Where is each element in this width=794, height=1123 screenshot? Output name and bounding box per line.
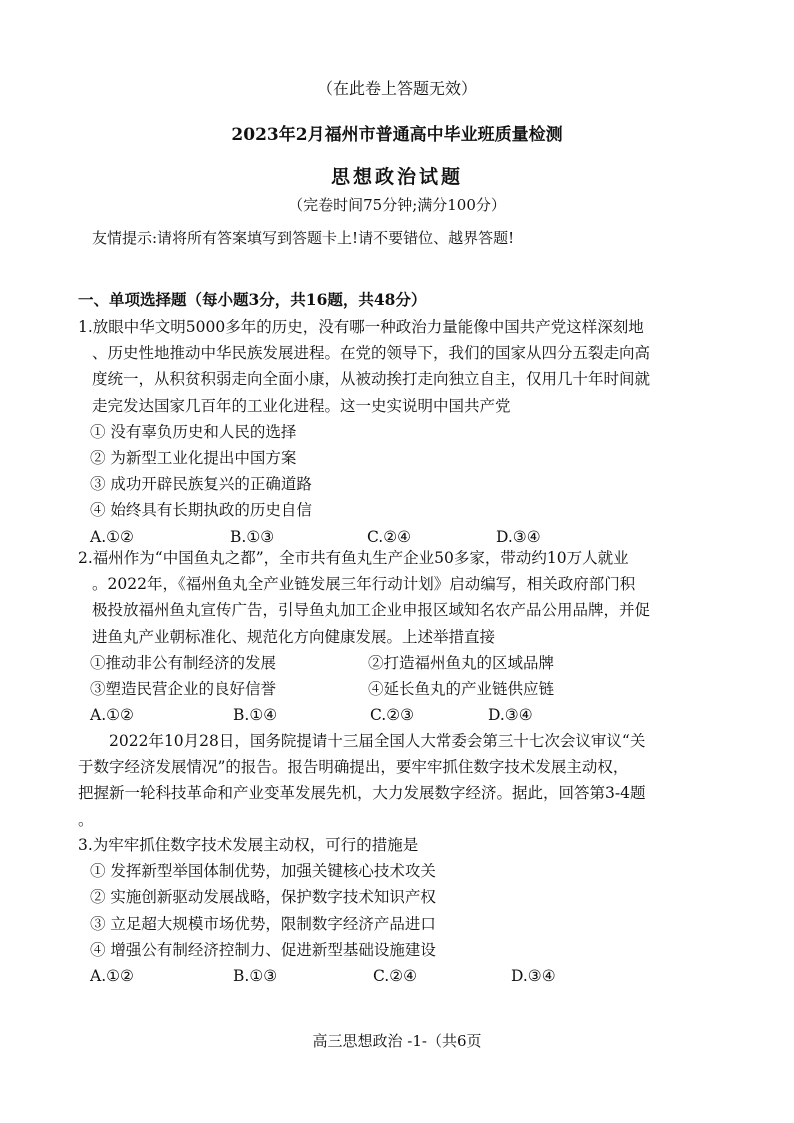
statement-item: ③塑造民营企业的良好信誉	[90, 680, 277, 698]
statement-row	[78, 676, 718, 702]
option-b: B.①③	[233, 966, 278, 985]
passage-line: 于数字经济发展情况”的报告。报告明确提出，要牢牢抓住数字技术发展主动权，	[78, 758, 629, 777]
passage-line: 把握新一轮科技革命和产业变革发展先机，大力发展数字经济。据此，回答第3-4题	[78, 784, 646, 803]
option-a: A.①②	[90, 706, 134, 725]
invalid-notice: （在此卷上答题无效）	[316, 79, 477, 98]
passage-line: 。	[78, 810, 94, 829]
passage-line: 2022年10月28日，国务院提请十三届全国人大常委会第三十七次会议审议“关	[78, 732, 646, 750]
question-1-stem	[78, 314, 718, 419]
section-heading: 一、单项选择题（每小题3分，共16题，共48分）	[78, 290, 427, 309]
friendly-tip: 友情提示:请将所有答案填写到答题卡上!请不要错位、越界答题!	[92, 229, 515, 247]
stem-line: 极投放福州鱼丸宣传广告，引导鱼丸加工企业申报区域知名农产品公用品牌，并促	[92, 601, 651, 620]
statement-item: ④ 始终具有长期执政的历史自信	[90, 501, 312, 520]
question-2	[78, 545, 718, 728]
statement-item: ①推动非公有制经济的发展	[90, 653, 277, 672]
option-c: C.②④	[367, 527, 412, 546]
option-d: D.③④	[511, 966, 556, 985]
stem-line: 2.福州作为“中国鱼丸之都”，全市共有鱼丸生产企业50多家，带动约10万人就业	[78, 549, 629, 567]
stem-line: 。2022年，《福州鱼丸全产业链发展三年行动计划》启动编写，相关政府部门积	[92, 575, 636, 594]
stem-line: 走完发达国家几百年的工业化进程。这一史实说明中国共产党	[92, 396, 511, 415]
stem-line: 进鱼丸产业朝标准化、规范化方向健康发展。上述举措直接	[92, 627, 496, 646]
statement-item: ① 没有辜负历史和人民的选择	[90, 422, 297, 441]
exam-title: 2023年2月福州市普通高中毕业班质量检测	[231, 125, 563, 145]
question-2-stem	[78, 545, 718, 650]
statement-item: ① 发挥新型举国体制优势，加强关键核心技术攻关	[90, 862, 436, 881]
statement-item: ③ 成功开辟民族复兴的正确道路	[90, 475, 312, 494]
option-c: C.②③	[370, 706, 415, 725]
question-3	[78, 832, 718, 989]
answer-options	[78, 963, 718, 989]
option-d: D.③④	[488, 706, 533, 725]
statement-item: ④ 增强公有制经济控制力、促进新型基础设施建设	[90, 940, 436, 959]
statement-row	[78, 650, 718, 676]
option-b: B.①④	[233, 706, 278, 725]
statement-item: ② 实施创新驱动发展战略，保护数字技术知识产权	[90, 888, 436, 907]
option-c: C.②④	[373, 966, 418, 985]
statement-item: ② 为新型工业化提出中国方案	[90, 449, 297, 467]
statement-item: ②打造福州鱼丸的区域品牌	[368, 653, 555, 672]
option-b: B.①③	[230, 527, 275, 546]
statement-item: ③ 立足超大规模市场优势，限制数字经济产品进口	[90, 914, 436, 933]
subject-title: 思想政治试题	[330, 166, 463, 188]
page-footer: 高三思想政治 -1-（共6页	[312, 1032, 482, 1050]
time-info: （完卷时间75分钟;满分100分）	[288, 196, 506, 214]
answer-options	[78, 702, 718, 728]
stem-line: 3.为牢牢抓住数字技术发展主动权，可行的措施是	[78, 836, 419, 854]
option-d: D.③④	[496, 527, 541, 546]
stem-line: 1.放眼中华文明5000多年的历史，没有哪一种政治力量能像中国共产党这样深刻地	[78, 318, 644, 336]
question-1	[78, 314, 718, 550]
option-a: A.①②	[90, 966, 134, 985]
question-3-stem	[78, 832, 718, 858]
statement-item: ④延长鱼丸的产业链供应链	[368, 680, 555, 698]
stem-line: 度统一，从积贫积弱走向全面小康，从被动挨打走向独立自主，仅用几十年时间就	[92, 370, 651, 389]
option-a: A.①②	[90, 527, 134, 546]
stem-line: 、历史性地推动中华民族发展进程。在党的领导下，我们的国家从四分五裂走向高	[92, 344, 651, 363]
material-passage	[78, 728, 718, 833]
